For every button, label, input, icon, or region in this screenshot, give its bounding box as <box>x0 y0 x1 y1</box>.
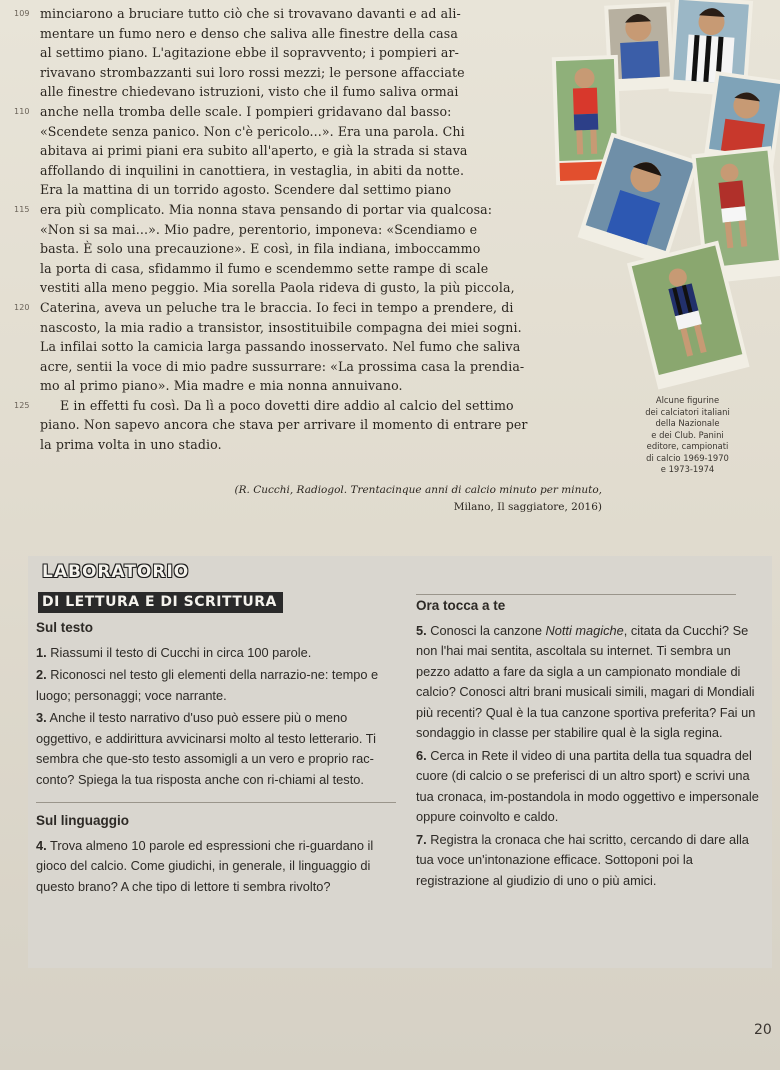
story-line <box>22 63 622 83</box>
story-line <box>22 122 622 142</box>
section-heading-sul-linguaggio: Sul linguaggio <box>36 813 129 828</box>
exercise-text: Riassumi il testo di Cucchi in circa 100 parole. <box>50 644 312 660</box>
exercise-number: 4. <box>36 837 47 853</box>
caption-line: di calcio 1969-1970 <box>646 452 729 463</box>
citation <box>192 482 602 516</box>
page-number: 20 <box>754 1022 772 1038</box>
story-line <box>14 396 622 416</box>
story-line <box>22 141 622 161</box>
story-line-text: Era la mattina di un torrido agosto. Scendere dal settimo piano <box>40 182 452 198</box>
exercise-text-pre: Cerca in Rete il video di una partita della tua squadra del cuore (di calcio o se preferisci di un altro sport) e scrivi una tua cronaca, im-postandola in modo oggettivo e impersonale oppure coinvolto e caldo. <box>416 747 759 824</box>
story-line <box>22 43 622 63</box>
citation-source: Milano, Il saggiatore, 2016) <box>453 501 602 513</box>
image-caption <box>600 395 775 476</box>
story-line-text: mentare un fumo nero e denso che saliva alle finestre della casa <box>40 25 458 41</box>
exercise-text: Anche il testo narrativo d'uso può essere più o meno oggettivo, e addirittura avvicinarsi molto al testo letterario. Ti sembra che que-sto testo assomigli a un vero e proprio rac-conto? Spiega la tua risposta anche con ri-chiami al testo. <box>36 710 376 787</box>
lab-title: LABORATORIO <box>42 562 190 582</box>
story-text <box>14 4 622 455</box>
story-line <box>14 298 622 318</box>
line-number: 109 <box>14 9 30 18</box>
exercise-item <box>36 708 396 790</box>
caption-line: e 1973-1974 <box>660 464 715 474</box>
exercise-text: Trova almeno 10 parole ed espressioni che ri-guardano il gioco del calcio. Come giudichi, in generale, il linguaggio di questo brano? A che tipo di lettore ti sembra rivolto? <box>36 837 374 894</box>
story-line-text: «Non si sa mai...». Mio padre, perentorio, imponeva: «Scendiamo e <box>40 221 478 237</box>
caption-line: e dei Club. Panini <box>651 429 724 440</box>
story-line-text: nascosto, la mia radio a transistor, insostituibile compagna dei miei sogni. <box>40 319 522 335</box>
exercise-item <box>36 836 396 898</box>
story-line <box>22 376 622 396</box>
story-line-text: al settimo piano. L'agitazione ebbe il sopravvento; i pompieri ar- <box>40 45 460 61</box>
exercise-number: 2. <box>36 667 47 682</box>
citation-title: (R. Cucchi, Radiogol. Trentacinque anni di calcio minuto per minuto, <box>234 484 602 496</box>
story-line <box>22 180 622 200</box>
story-line <box>22 24 622 44</box>
story-line-text: basta. È solo una precauzione». E così, in fila indiana, imboccammo <box>40 241 481 257</box>
exercise-text-pre: Registra la cronaca che hai scritto, cercando di dare alla tua voce un'intonazione efficace. Sottoponi poi la registrazione al giudizio di uno o più amici. <box>416 831 749 888</box>
lab-subtitle: DI LETTURA E DI SCRITTURA <box>38 592 283 613</box>
exercise-text: Riconosci nel testo gli elementi della narrazio-ne: tempo e luogo; personaggi; voce narrante. <box>36 667 379 703</box>
story-line-text: abitava ai primi piani era subito all'aperto, e già la strada si stava <box>40 143 468 159</box>
story-line <box>22 82 622 102</box>
exercise-item <box>416 746 766 828</box>
exercise-item <box>36 643 396 664</box>
section-heading-sul-testo: Sul testo <box>36 620 94 635</box>
story-line-text: rivavano strombazzanti sui loro rossi mezzi; le persone affacciate <box>40 64 465 80</box>
story-line-text: vestiti alla meno peggio. Mia sorella Paola rideva di gusto, la più piccola, <box>40 280 515 296</box>
laboratorio-box <box>28 556 772 968</box>
story-line <box>22 161 622 181</box>
story-line <box>22 318 622 338</box>
left-column <box>36 618 396 899</box>
story-line-text: era più complicato. Mia nonna stava pensando di portar via qualcosa: <box>40 201 493 217</box>
story-line <box>22 357 622 377</box>
exercise-text-post: , citata da Cucchi? Se non l'hai mai sentita, ascoltala su internet. Ti sembra un pezzo adatto a fare da sigla a un campionato mondiale di calcio? Conosci altri brani musicali simili, magari di Mondiali più recenti? Qual è la tua canzone sportiva preferita? Fai un sondaggio in classe per stabilire qual è la sigla regina. <box>416 622 756 740</box>
story-line-text: alle finestre chiedevano istruzioni, visto che il fumo saliva ormai <box>40 84 459 100</box>
caption-line: dei calciatori italiani <box>645 406 730 417</box>
exercise-text-italic: Notti magiche <box>545 622 624 638</box>
story-line <box>22 278 622 298</box>
caption-line: Alcune figurine <box>655 395 720 405</box>
exercise-number: 5. <box>416 622 427 638</box>
exercise-item <box>416 830 766 892</box>
stickers-illustration <box>548 0 780 395</box>
story-line <box>14 102 622 122</box>
exercise-number: 7. <box>416 831 427 847</box>
story-line <box>22 220 622 240</box>
story-line-text: minciarono a bruciare tutto ciò che si trovavano davanti e ad ali- <box>40 6 461 21</box>
story-line <box>14 4 622 24</box>
story-line-text: «Scendete senza panico. Non c'è pericolo...». Era una parola. Chi <box>40 123 465 139</box>
exercise-number: 3. <box>36 710 47 725</box>
football-stickers-image <box>548 0 780 395</box>
story-line-text: la prima volta in uno stadio. <box>40 437 222 453</box>
line-number: 125 <box>14 400 30 410</box>
story-line-text: La infilai sotto la camicia larga passando inosservato. Nel fumo che saliva <box>40 339 521 355</box>
story-line <box>22 239 622 259</box>
exercise-item <box>36 665 396 706</box>
story-line <box>14 200 622 220</box>
story-line <box>22 415 622 435</box>
story-line-text: acre, sentii la voce di mio padre sussurrare: «La prossima casa la prendia- <box>40 358 525 374</box>
story-line-text: piano. Non sapevo ancora che stava per arrivare il momento di entrare per <box>40 417 528 433</box>
story-line <box>22 259 622 279</box>
exercise-text-pre: Conosci la canzone <box>430 622 546 638</box>
right-column <box>416 596 766 893</box>
divider <box>36 802 396 803</box>
exercise-number: 6. <box>416 747 427 763</box>
line-number: 120 <box>14 302 30 312</box>
story-line <box>22 435 622 455</box>
story-line-text: E in effetti fu così. Da lì a poco dovetti dire addio al calcio del settimo <box>60 397 514 413</box>
line-number: 110 <box>14 106 30 116</box>
line-number: 115 <box>14 204 30 214</box>
story-line-text: affollando di inquilini in canottiera, in vestaglia, in abiti da notte. <box>40 162 465 178</box>
caption-line: editore, campionati <box>646 441 729 451</box>
story-line-text: mo al primo piano». Mia madre e mia nonna annuivano. <box>40 378 403 394</box>
section-heading-ora-tocca-a-te: Ora tocca a te <box>416 598 506 613</box>
story-line-text: la porta di casa, sfidammo il fumo e scendemmo sette rampe di scale <box>40 260 489 276</box>
story-line-text: anche nella tromba delle scale. I pompieri gridavano dal basso: <box>40 103 452 119</box>
caption-line: della Nazionale <box>655 418 720 428</box>
story-line-text: Caterina, aveva un peluche tra le braccia. Io feci in tempo a prendere, di <box>40 299 514 315</box>
exercise-number: 1. <box>36 644 47 660</box>
exercise-item <box>416 621 766 744</box>
right-divider <box>416 594 736 595</box>
story-line <box>22 337 622 357</box>
